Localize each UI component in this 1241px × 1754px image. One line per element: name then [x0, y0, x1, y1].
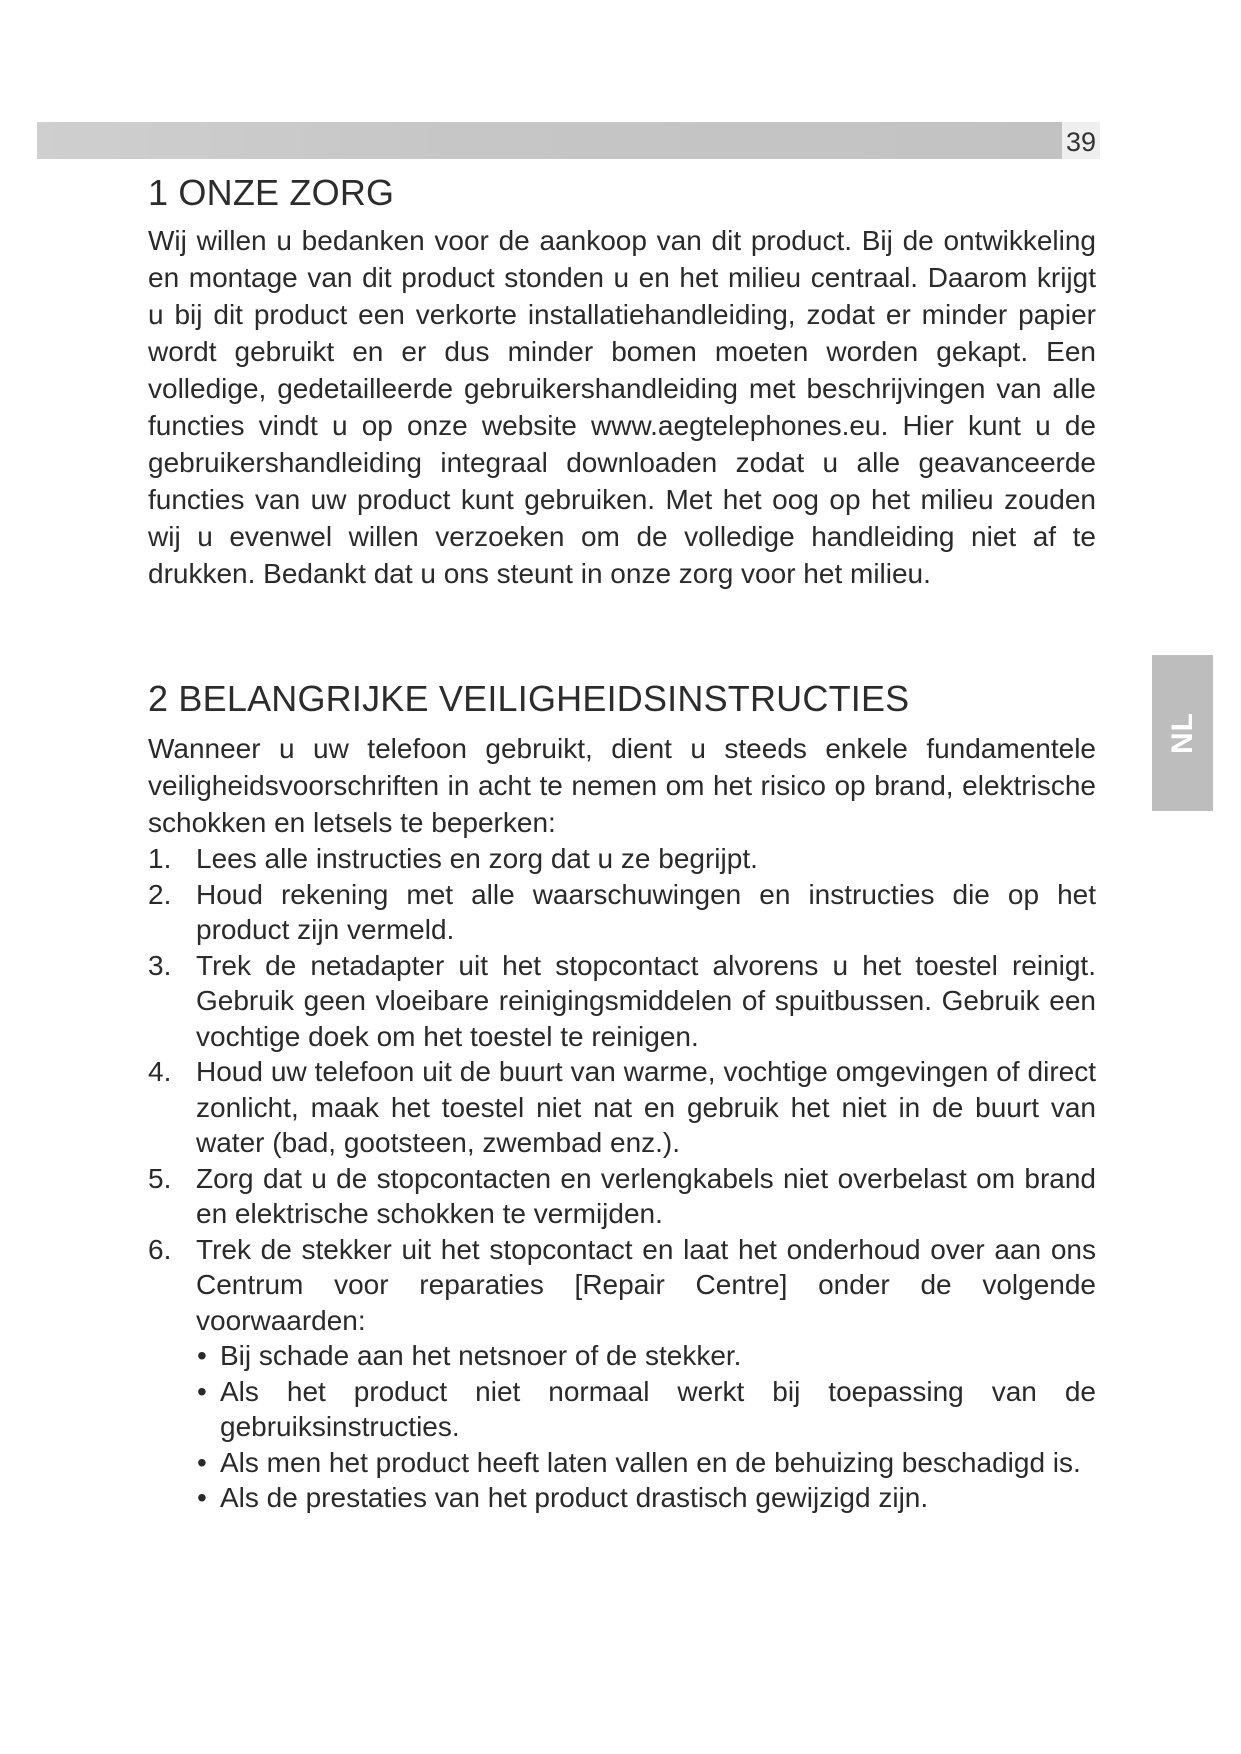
item-number: 3. — [148, 949, 172, 981]
list-item — [148, 877, 1096, 948]
section-safety-instructions — [148, 676, 1096, 1516]
condition-list — [196, 1338, 1096, 1516]
list-item — [148, 1161, 1096, 1232]
item-number: 6. — [148, 1233, 172, 1265]
section-title: 1 ONZE ZORG — [148, 172, 395, 213]
section-title: 2 BELANGRIJKE VEILIGHEIDSINSTRUCTIES — [148, 678, 910, 719]
item-text: Houd uw telefoon uit de buurt van warme, vochtige omgevingen of direct zonlicht, maak het toestel niet nat en gebruik het niet in de buurt van water (bad, gootsteen, zwembad enz.). — [196, 1056, 1096, 1158]
bullet-item: • Bij schade aan het netsnoer of de stekker. — [196, 1338, 1096, 1374]
item-text: Trek de stekker uit het stopcontact en laat het onderhoud over aan ons Centrum voor reparaties [Repair Centre] onder de volgende voorwaarden: — [196, 1233, 1096, 1336]
item-number: 2. — [148, 878, 172, 910]
bullet-item: • Als men het product heeft laten vallen en de behuizing beschadigd is. — [196, 1445, 1096, 1481]
language-tab — [1152, 655, 1213, 811]
bullet-item: • Als het product niet normaal werkt bij toepassing van de gebruiksinstructies. — [196, 1374, 1096, 1445]
item-number: 1. — [148, 843, 172, 874]
item-text: Zorg dat u de stopcontacten en verlengkabels niet overbelast om brand en elektrische schokken te vermijden. — [196, 1162, 1096, 1229]
list-item — [148, 948, 1096, 1055]
section-intro: Wanneer u uw telefoon gebruikt, dient u steeds enkele fundamentele veiligheidsvoorschriften in acht te nemen om het risico op brand, elektrische schokken en letsels te beperken: — [148, 733, 1096, 838]
item-text: Lees alle instructies en zorg dat u ze begrijpt. — [196, 843, 758, 874]
page-number: 39 — [1062, 122, 1100, 159]
section-onze-zorg — [148, 170, 1096, 592]
header-bar — [37, 122, 1100, 159]
item-number: 4. — [148, 1056, 172, 1087]
list-item — [148, 1054, 1096, 1161]
item-number: 5. — [148, 1162, 172, 1194]
language-label: NL — [1165, 712, 1199, 754]
item-text: Houd rekening met alle waarschuwingen en instructies die op het product zijn vermeld. — [196, 878, 1096, 945]
section-paragraph: Wij willen u bedanken voor de aankoop van dit product. Bij de ontwikkeling en montage van dit product stonden u en het milieu centraal. Daarom krijgt u bij dit product een verkorte installatiehandleiding, zodat er minder papier wordt gebruikt en er dus minder bomen moeten worden gekapt. Een volledige, gedetailleerde gebruikershandleiding met beschrijvingen van alle functies vindt u op onze website www.aegtelephones.eu. Hier kunt u de gebruikershandleiding integraal downloaden zodat u alle geavanceerde functies van uw product kunt gebruiken. Met het oog op het milieu zouden wij u evenwel willen verzoeken om de volledige handleiding niet af te drukken. Bedankt dat u ons steunt in onze zorg voor het milieu. — [148, 225, 1096, 589]
item-text: Trek de netadapter uit het stopcontact alvorens u het toestel reinigt. Gebruik geen vloeibare reinigingsmiddelen of spuitbussen. Gebruik een vochtige doek om het toestel te reinigen. — [196, 949, 1096, 1052]
list-item — [148, 841, 1096, 877]
list-item — [148, 1232, 1096, 1516]
safety-list — [148, 841, 1096, 1516]
bullet-item: • Als de prestaties van het product drastisch gewijzigd zijn. — [196, 1480, 1096, 1516]
page-content — [148, 170, 1096, 1516]
